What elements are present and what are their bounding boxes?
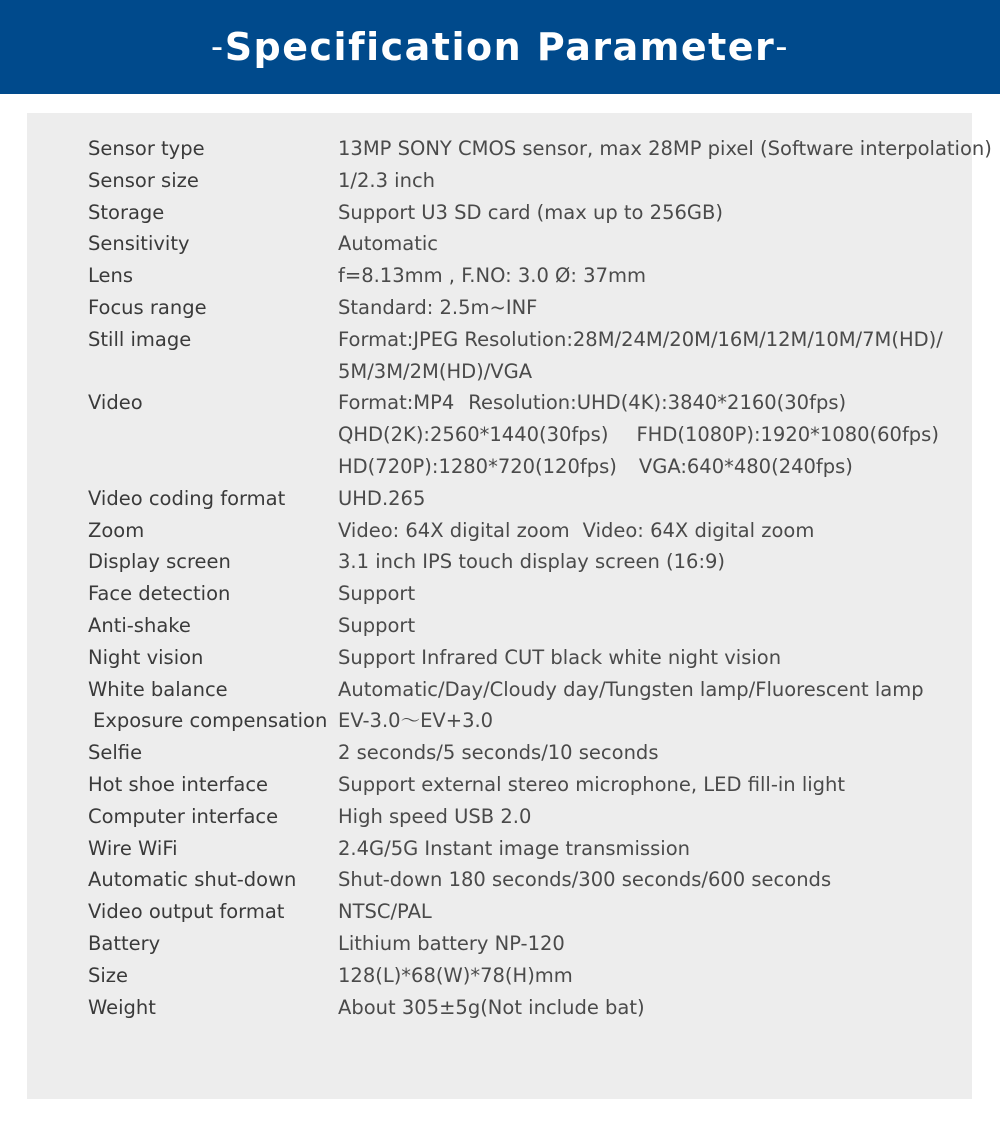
spec-label: Display screen	[88, 550, 231, 574]
spec-value: Support	[338, 582, 416, 606]
spec-value: EV-3.0～EV+3.0	[338, 709, 494, 733]
spec-value-line	[338, 387, 968, 419]
spec-label: White balance	[88, 677, 228, 701]
spec-row-focus-range	[88, 292, 968, 324]
spec-label: Lens	[88, 264, 134, 288]
spec-row-battery	[88, 928, 968, 960]
spec-value-part: Video: 64X digital zoom	[338, 518, 570, 542]
spec-value: 2.4G/5G Instant image transmission	[338, 836, 690, 860]
spec-row-face-detection	[88, 578, 968, 610]
spec-value-line: 5M/3M/2M(HD)/VGA	[338, 359, 533, 383]
spec-value: UHD.265	[338, 486, 426, 510]
spec-label: Face detection	[88, 582, 231, 606]
spec-value: Shut-down 180 seconds/300 seconds/600 seconds	[338, 868, 832, 892]
spec-row-sensitivity	[88, 228, 968, 260]
spec-row-white-balance	[88, 674, 968, 706]
page-title: Specification Parameter	[224, 25, 776, 69]
spec-row-sensor-type	[88, 133, 992, 165]
spec-label: Anti-shake	[88, 613, 191, 637]
spec-row-still-image	[88, 324, 968, 388]
spec-row-computer-interface	[88, 801, 968, 833]
spec-row-video	[88, 387, 968, 482]
spec-label: Storage	[88, 200, 165, 224]
spec-value-line: Format:JPEG Resolution:28M/24M/20M/16M/12M/10M/7M(HD)/	[338, 327, 943, 351]
spec-value-part: QHD(2K):2560*1440(30fps)	[338, 423, 609, 447]
spec-value: Support U3 SD card (max up to 256GB)	[338, 200, 723, 224]
spec-label: Sensor size	[88, 168, 199, 192]
spec-row-zoom	[88, 515, 968, 547]
spec-label: Sensor type	[88, 137, 205, 160]
spec-value: 13MP SONY CMOS sensor, max 28MP pixel (Software interpolation)	[338, 137, 992, 160]
spec-row-video-coding-format	[88, 483, 968, 515]
spec-row-night-vision	[88, 642, 968, 674]
spec-label: Video	[88, 391, 143, 415]
spec-value: f=8.13mm , F.NO: 3.0 Ø: 37mm	[338, 264, 646, 288]
spec-value: Standard: 2.5m~INF	[338, 295, 538, 319]
spec-value: NTSC/PAL	[338, 900, 432, 924]
spec-label: Wire WiFi	[88, 836, 178, 860]
spec-label: Exposure compensation	[93, 709, 328, 733]
spec-label: Size	[88, 963, 129, 987]
spec-value: Support	[338, 613, 416, 637]
spec-label: Battery	[88, 931, 161, 955]
spec-row-hot-shoe-interface	[88, 769, 968, 801]
spec-value-line	[338, 419, 968, 451]
spec-label: Hot shoe interface	[88, 772, 269, 796]
spec-label: Night vision	[88, 645, 204, 669]
spec-label: Computer interface	[88, 804, 279, 828]
spec-value-part: VGA:640*480(240fps)	[638, 454, 853, 478]
spec-row-storage	[88, 197, 968, 229]
spec-value-part: Resolution:UHD(4K):3840*2160(30fps)	[468, 391, 847, 415]
spec-value: 3.1 inch IPS touch display screen (16:9)	[338, 550, 726, 574]
spec-value: 1/2.3 inch	[338, 168, 436, 192]
spec-row-size	[88, 960, 968, 992]
spec-value: High speed USB 2.0	[338, 804, 532, 828]
spec-value: Lithium battery NP-120	[338, 931, 565, 955]
spec-value-part: Format:MP4	[338, 391, 455, 415]
spec-row-display-screen	[88, 546, 968, 578]
spec-label: Still image	[88, 327, 192, 351]
spec-value: 128(L)*68(W)*78(H)mm	[338, 963, 573, 987]
spec-row-sensor-size	[88, 165, 968, 197]
page-header	[0, 0, 1000, 94]
spec-row-lens	[88, 260, 968, 292]
spec-row-wire-wifi	[88, 833, 968, 865]
spec-value: Support Infrared CUT black white night vision	[338, 645, 782, 669]
spec-value: Automatic	[338, 232, 439, 256]
spec-label: Selfie	[88, 741, 143, 765]
spec-label: Video output format	[88, 900, 285, 924]
spec-row-anti-shake	[88, 610, 968, 642]
spec-label: Focus range	[88, 295, 207, 319]
spec-label: Sensitivity	[88, 232, 190, 256]
header-right-dash: -	[775, 27, 790, 67]
spec-row-selfie	[88, 737, 968, 769]
spec-value: About 305±5g(Not include bat)	[338, 995, 645, 1019]
header-left-dash: -	[210, 27, 225, 67]
spec-label: Weight	[88, 995, 156, 1019]
spec-value: Support external stereo microphone, LED fill-in light	[338, 772, 846, 796]
spec-value-part: Video: 64X digital zoom	[582, 518, 815, 542]
spec-row-weight	[88, 992, 968, 1024]
spec-label: Zoom	[88, 518, 145, 542]
spec-row-exposure-compensation	[88, 705, 968, 737]
spec-value-part: HD(720P):1280*720(120fps)	[338, 454, 617, 478]
spec-row-automatic-shut-down	[88, 864, 968, 896]
spec-value-part: FHD(1080P):1920*1080(60fps)	[636, 423, 939, 447]
spec-row-video-output-format	[88, 896, 968, 928]
spec-label: Automatic shut-down	[88, 868, 297, 892]
spec-value-line	[338, 515, 968, 547]
spec-label: Video coding format	[88, 486, 286, 510]
spec-table	[88, 133, 992, 1023]
spec-value: Automatic/Day/Cloudy day/Tungsten lamp/Fluorescent lamp	[338, 677, 924, 701]
spec-value: 2 seconds/5 seconds/10 seconds	[338, 741, 659, 765]
spec-value-line	[338, 451, 968, 483]
